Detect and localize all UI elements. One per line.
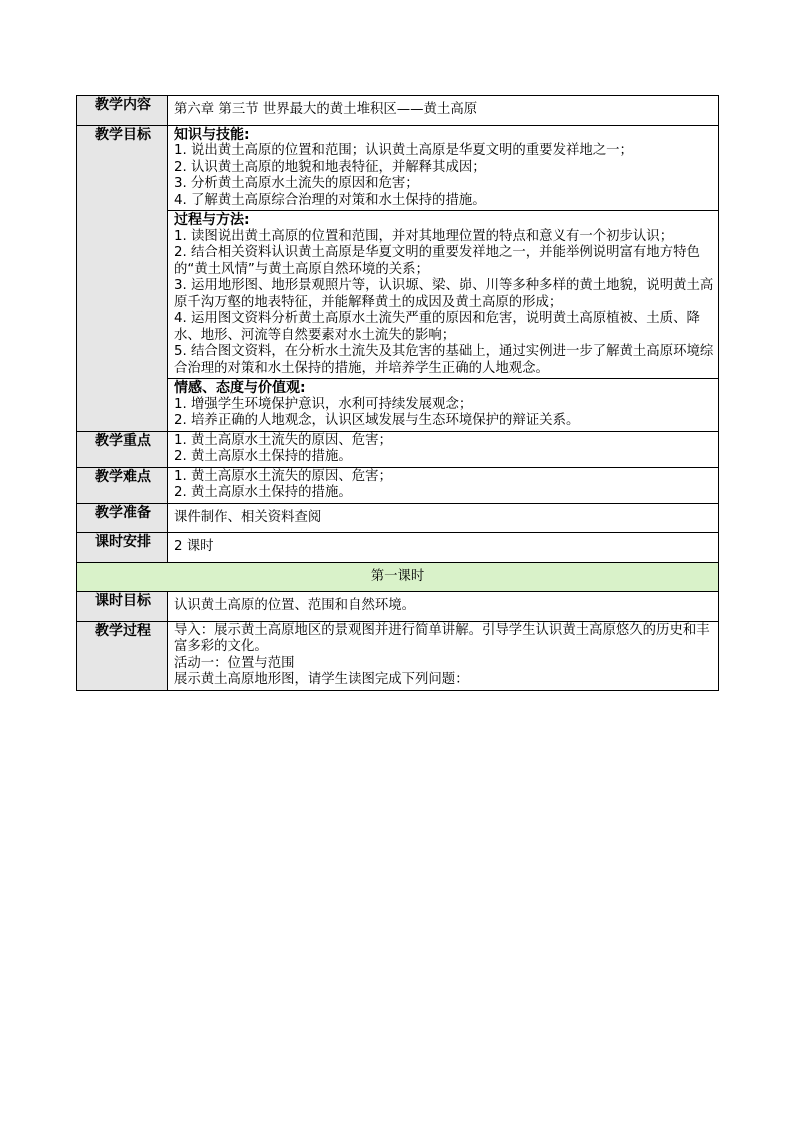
list-item: 2. 黄土高原水土保持的措施。 [174,449,352,464]
difficult-points-content [168,467,719,503]
list-item: 导入：展示黄土高原地区的景观图并进行简单讲解。引导学生认识黄土高原悠久的历史和丰富多彩的文化。 [174,622,710,654]
list-item: 1. 黄土高原水土流失的原因、危害； [174,468,392,484]
label-difficult-points: 教学难点 [77,467,168,503]
row-key-points [77,431,719,467]
schedule-text: 2 课时 [168,533,719,563]
label-teaching-goals: 教学目标 [77,125,168,431]
label-teaching-content: 教学内容 [77,96,168,126]
goals-attitude-block [168,378,718,431]
list-item: 1. 说出黄土高原的位置和范围；认识黄土高原是华夏文明的重要发祥地之一； [174,143,633,158]
goals-knowledge-heading: 知识与技能: [174,126,250,143]
list-item: 1. 黄土高原水土流失的原因、危害； [174,432,392,448]
row-lesson-goal [77,592,719,622]
teaching-content-text: 第六章 第三节 世界最大的黄土堆积区——黄土高原 [168,96,719,126]
goals-attitude-heading: 情感、态度与价值观: [174,380,306,396]
label-lesson-goal: 课时目标 [77,592,168,622]
row-teaching-content [77,96,719,126]
section-title: 第一课时 [77,562,719,592]
list-item: 1. 读图说出黄土高原的位置和范围，并对其地理位置的特点和意义有一个初步认识； [174,228,674,244]
list-item: 3. 运用地形图、地形景观照片等，认识塬、梁、峁、川等多种多样的黄土地貌，说明黄土高原千沟万壑的地表特征，并能解释黄土的成因及黄土高原的形成； [174,278,714,310]
row-teaching-goals [77,125,719,431]
teaching-goals-content [168,125,719,431]
list-item: 3. 分析黄土高原水土流失的原因和危害； [174,176,419,191]
list-item: 2. 结合相关资料认识黄土高原是华夏文明的重要发祥地之一，并能举例说明富有地方特色的“黄土风情”与黄土高原自然环境的关系； [174,245,700,277]
row-preparation [77,503,719,533]
row-difficult-points [77,467,719,503]
goals-process-block [168,210,718,378]
key-points-content [168,431,719,467]
list-item: 展示黄土高原地形图，请学生读图完成下列问题： [174,672,469,687]
label-preparation: 教学准备 [77,503,168,533]
label-procedure: 教学过程 [77,621,168,690]
row-section-first-lesson [77,562,719,592]
label-key-points: 教学重点 [77,431,168,467]
goals-knowledge-block [168,126,718,211]
list-item: 2. 培养正确的人地观念，认识区域发展与生态环境保护的辩证关系。 [174,413,580,428]
list-item: 2. 黄土高原水土保持的措施。 [174,485,352,500]
list-item: 4. 运用图文资料分析黄土高原水土流失严重的原因和危害，说明黄土高原植被、土质、降水、地形、河流等自然要素对水土流失的影响； [174,311,700,343]
list-item: 活动一：位置与范围 [174,655,295,671]
row-schedule [77,533,719,563]
list-item: 1. 增强学生环境保护意识，水利可持续发展观念； [174,396,473,412]
lesson-goal-text: 认识黄土高原的位置、范围和自然环境。 [168,592,719,622]
preparation-text: 课件制作、相关资料查阅 [168,503,719,533]
list-item: 4. 了解黄土高原综合治理的对策和水土保持的措施。 [174,192,486,208]
lesson-plan-table [76,95,719,691]
list-item: 2. 认识黄土高原的地貌和地表特征，并解释其成因； [174,159,486,175]
goals-process-heading: 过程与方法: [174,212,250,228]
procedure-content [168,621,719,690]
row-procedure [77,621,719,690]
label-schedule: 课时安排 [77,533,168,563]
list-item: 5. 结合图文资料，在分析水土流失及其危害的基础上，通过实例进一步了解黄土高原环境综合治理的对策和水土保持的措施，并培养学生正确的人地观念。 [174,344,714,376]
